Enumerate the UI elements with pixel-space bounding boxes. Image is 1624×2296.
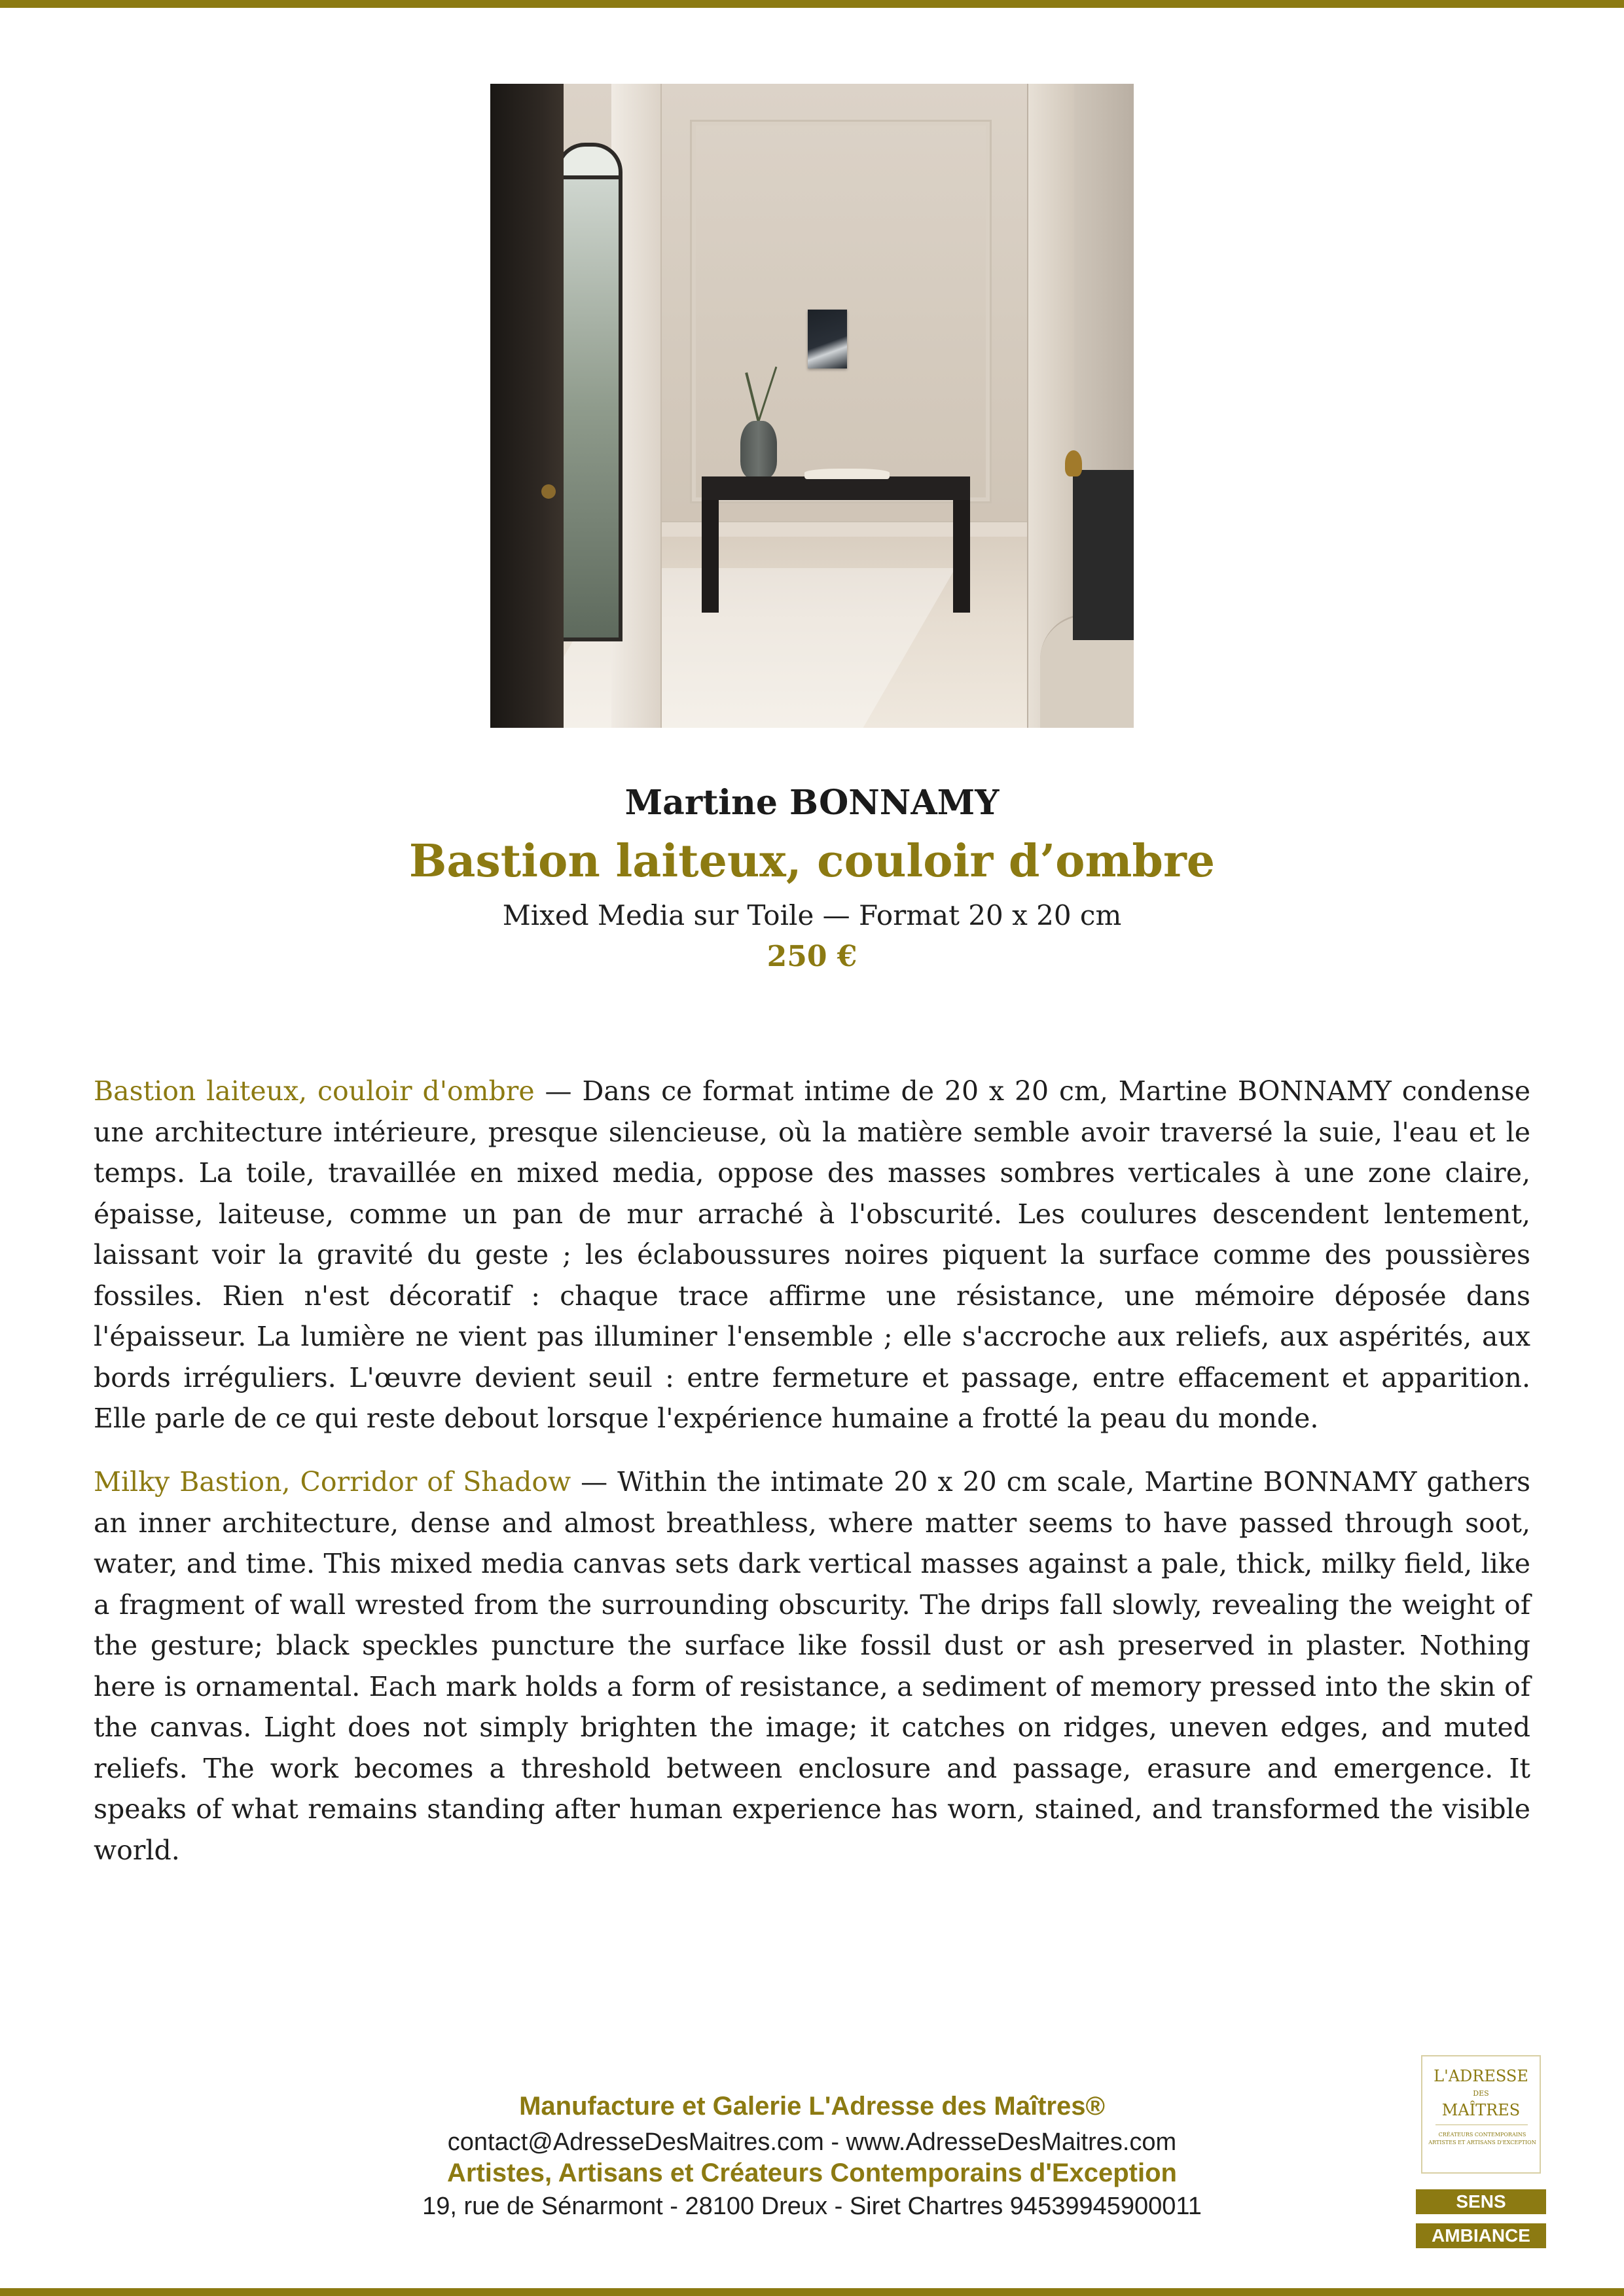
description-en-text: — Within the intimate 20 x 20 cm scale, Martine BONNAMY gathers an inner architecture, dense and almost breathless, where matter seems to have passed through soot, water, and time. This mixed media canvas sets dark vertical masses against a pale, thick, milky field, like a fragment of wall wrested from the surrounding obscurity. The drips fall slowly, revealing the weight of the gesture; black speckles puncture the surface like fossil dust or ash preserved in plaster. Nothing here is ornamental. Each mark holds a form of resistance, a sediment of memory pressed into the skin of the canvas. Light does not simply brighten the image; it catches on ridges, uneven edges, and muted reliefs. The work becomes a threshold between enclosure and passage, erasure and emergence. It speaks of what remains standing after human experience has worn, stained, and transformed the visible world. [94, 1466, 1530, 1866]
footer-address: 19, rue de Sénarmont - 28100 Dreux - Siret Chartres 94539945900011 [422, 2193, 1202, 2220]
artwork-title: Bastion laiteux, couloir d’ombre [408, 835, 1216, 888]
footer-gallery-name: Manufacture et Galerie L'Adresse des Maîtres® [519, 2092, 1105, 2121]
description-en-title: Milky Bastion, Corridor of Shadow [94, 1466, 571, 1498]
tag-ambiance: AMBIANCE [1416, 2223, 1546, 2248]
description-fr-text: — Dans ce format intime de 20 x 20 cm, Martine BONNAMY condense une architecture intérieure, presque silencieuse, où la matière semble avoir traversé la suie, l'eau et le temps. La toile, travaillée en mixed media, oppose des masses sombres verticales à une zone claire, épaisse, laiteuse, comme un pan de mur arraché à l'obscurité. Les coulures descendent lentement, laissant voir la gravité du geste ; les éclaboussures noires piquent la surface comme des poussières fossiles. Rien n'est décoratif : chaque trace affirme une résistance, une mémoire déposée dans l'épaisseur. La lumière ne vient pas illuminer l'ensemble ; elle s'accroche aux reliefs, aux aspérités, aux bords irréguliers. L'œuvre devient seuil : entre fermeture et passage, entre effacement et apparition. Elle parle de ce qui reste debout lorsque l'expérience humaine a frotté la peau du monde. [94, 1075, 1530, 1434]
logo-line-2: DES [1473, 2089, 1489, 2098]
artist-name: Martine BONNAMY [624, 783, 1000, 823]
description-fr [94, 1071, 1530, 1439]
tag-sens: SENS [1416, 2189, 1546, 2214]
description-en [94, 1462, 1530, 1871]
logo-subtitle: CRÉATEURS CONTEMPORAINS ARTISTES ET ARTISANS D'EXCEPTION [1428, 2132, 1536, 2145]
artwork-on-wall [808, 310, 847, 368]
logo-line-3: MAÎTRES [1441, 2101, 1521, 2119]
artwork-room-photo [490, 84, 1134, 728]
bottom-border [0, 2288, 1624, 2296]
description-fr-title: Bastion laiteux, couloir d'ombre [94, 1075, 535, 1107]
logo-line-1: L'ADRESSE [1434, 2067, 1528, 2085]
gallery-logo [1421, 2055, 1541, 2174]
footer-contact: contact@AdresseDesMaitres.com - www.AdresseDesMaitres.com [447, 2128, 1177, 2156]
artwork-medium: Mixed Media sur Toile — Format 20 x 20 cm [502, 899, 1122, 931]
artwork-price: 250 € [767, 940, 857, 973]
footer-tagline: Artistes, Artisans et Créateurs Contemporains d'Exception [447, 2159, 1177, 2187]
top-border [0, 0, 1624, 8]
